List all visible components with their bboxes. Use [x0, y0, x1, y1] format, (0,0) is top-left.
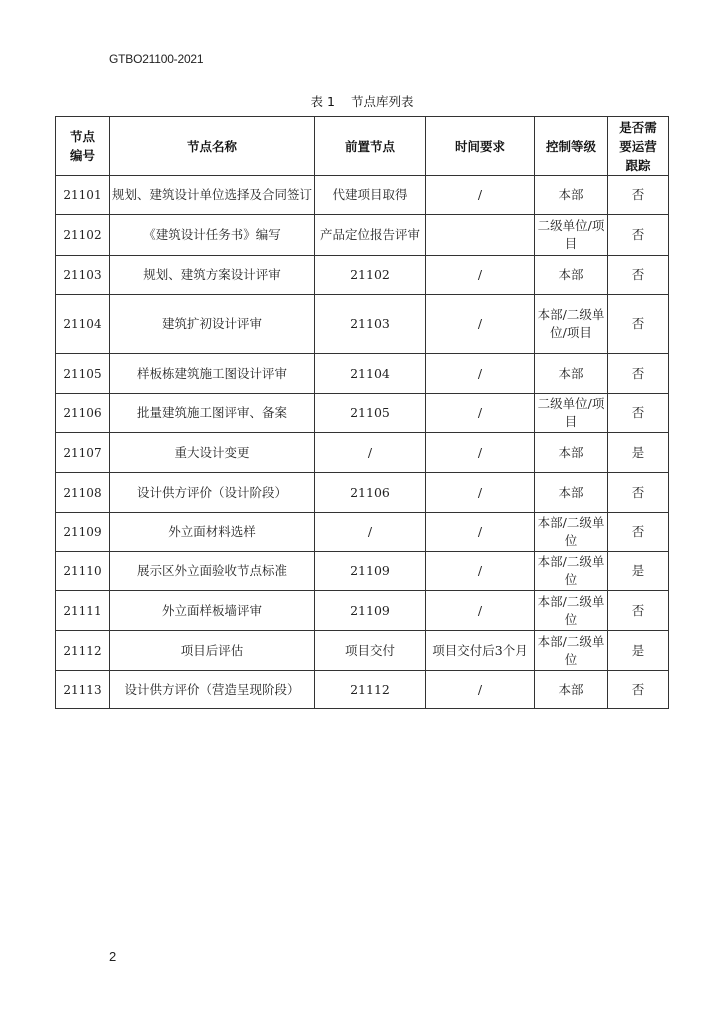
cell-tracking: 是 — [608, 433, 669, 473]
cell-tracking: 是 — [608, 631, 669, 671]
cell-time: / — [426, 552, 535, 591]
column-header-tracking: 是否需 要运营 跟踪 — [608, 117, 669, 176]
cell-code: 21109 — [56, 513, 110, 552]
document-code: GTBO21100-2021 — [109, 52, 204, 66]
cell-code: 21101 — [56, 176, 110, 215]
cell-level: 二级单位/项目 — [535, 215, 608, 256]
table-row — [56, 394, 669, 433]
cell-code: 21113 — [56, 671, 110, 709]
cell-predecessor: 21104 — [315, 354, 426, 394]
column-header-predecessor: 前置节点 — [315, 117, 426, 176]
table-row — [56, 354, 669, 394]
table-number: 表 1 — [310, 94, 335, 109]
cell-time: / — [426, 256, 535, 295]
cell-level: 本部/二级单位/项目 — [535, 295, 608, 354]
cell-predecessor: / — [315, 433, 426, 473]
cell-time: / — [426, 394, 535, 433]
cell-tracking: 否 — [608, 295, 669, 354]
cell-code: 21111 — [56, 591, 110, 631]
cell-predecessor: 21109 — [315, 552, 426, 591]
cell-level: 本部/二级单位 — [535, 631, 608, 671]
cell-tracking: 否 — [608, 473, 669, 513]
cell-tracking: 否 — [608, 394, 669, 433]
cell-predecessor: 21106 — [315, 473, 426, 513]
cell-time: / — [426, 354, 535, 394]
cell-tracking: 否 — [608, 671, 669, 709]
cell-code: 21106 — [56, 394, 110, 433]
cell-name: 外立面材料选样 — [110, 513, 315, 552]
cell-name: 样板栋建筑施工图设计评审 — [110, 354, 315, 394]
cell-time: / — [426, 591, 535, 631]
table-row — [56, 513, 669, 552]
cell-time: / — [426, 295, 535, 354]
table-row — [56, 671, 669, 709]
cell-tracking: 否 — [608, 176, 669, 215]
table-title: 节点库列表 — [350, 94, 414, 109]
cell-level: 本部 — [535, 473, 608, 513]
cell-tracking: 否 — [608, 513, 669, 552]
cell-level: 二级单位/项目 — [535, 394, 608, 433]
cell-level: 本部/二级单位 — [535, 552, 608, 591]
cell-predecessor: 21105 — [315, 394, 426, 433]
cell-predecessor: / — [315, 513, 426, 552]
table-caption — [0, 92, 724, 110]
cell-predecessor: 21109 — [315, 591, 426, 631]
cell-name: 设计供方评价（营造呈现阶段） — [110, 671, 315, 709]
cell-level: 本部 — [535, 354, 608, 394]
cell-code: 21104 — [56, 295, 110, 354]
node-library-table — [55, 116, 669, 709]
cell-code: 21107 — [56, 433, 110, 473]
cell-tracking: 否 — [608, 591, 669, 631]
cell-code: 21102 — [56, 215, 110, 256]
cell-level: 本部 — [535, 671, 608, 709]
cell-predecessor: 项目交付 — [315, 631, 426, 671]
cell-name: 重大设计变更 — [110, 433, 315, 473]
cell-time — [426, 215, 535, 256]
cell-level: 本部 — [535, 256, 608, 295]
cell-level: 本部/二级单位 — [535, 513, 608, 552]
cell-predecessor: 产品定位报告评审 — [315, 215, 426, 256]
cell-name: 外立面样板墙评审 — [110, 591, 315, 631]
cell-code: 21112 — [56, 631, 110, 671]
cell-predecessor: 21112 — [315, 671, 426, 709]
cell-code: 21108 — [56, 473, 110, 513]
table-header-row — [56, 117, 669, 176]
table-row — [56, 256, 669, 295]
table-row — [56, 433, 669, 473]
table-row — [56, 552, 669, 591]
cell-level: 本部 — [535, 433, 608, 473]
column-header-level: 控制等级 — [535, 117, 608, 176]
cell-time: / — [426, 671, 535, 709]
cell-name: 《建筑设计任务书》编写 — [110, 215, 315, 256]
cell-predecessor: 21102 — [315, 256, 426, 295]
cell-time: / — [426, 513, 535, 552]
cell-name: 设计供方评价（设计阶段） — [110, 473, 315, 513]
cell-tracking: 否 — [608, 215, 669, 256]
column-header-time: 时间要求 — [426, 117, 535, 176]
cell-name: 规划、建筑方案设计评审 — [110, 256, 315, 295]
cell-name: 建筑扩初设计评审 — [110, 295, 315, 354]
cell-name: 展示区外立面验收节点标准 — [110, 552, 315, 591]
page-number: 2 — [109, 949, 117, 964]
column-header-name: 节点名称 — [110, 117, 315, 176]
cell-code: 21105 — [56, 354, 110, 394]
cell-time: / — [426, 433, 535, 473]
cell-code: 21103 — [56, 256, 110, 295]
table-row — [56, 215, 669, 256]
cell-name: 项目后评估 — [110, 631, 315, 671]
cell-tracking: 否 — [608, 256, 669, 295]
cell-predecessor: 代建项目取得 — [315, 176, 426, 215]
cell-time: / — [426, 176, 535, 215]
cell-tracking: 否 — [608, 354, 669, 394]
table-row — [56, 176, 669, 215]
table-row — [56, 295, 669, 354]
cell-tracking: 是 — [608, 552, 669, 591]
cell-level: 本部 — [535, 176, 608, 215]
cell-time: 项目交付后3个月 — [426, 631, 535, 671]
table-row — [56, 631, 669, 671]
cell-level: 本部/二级单位 — [535, 591, 608, 631]
column-header-code: 节点 编号 — [56, 117, 110, 176]
cell-name: 批量建筑施工图评审、备案 — [110, 394, 315, 433]
table-row — [56, 473, 669, 513]
table-row — [56, 591, 669, 631]
cell-predecessor: 21103 — [315, 295, 426, 354]
cell-time: / — [426, 473, 535, 513]
cell-code: 21110 — [56, 552, 110, 591]
cell-name: 规划、建筑设计单位选择及合同签订 — [110, 176, 315, 215]
